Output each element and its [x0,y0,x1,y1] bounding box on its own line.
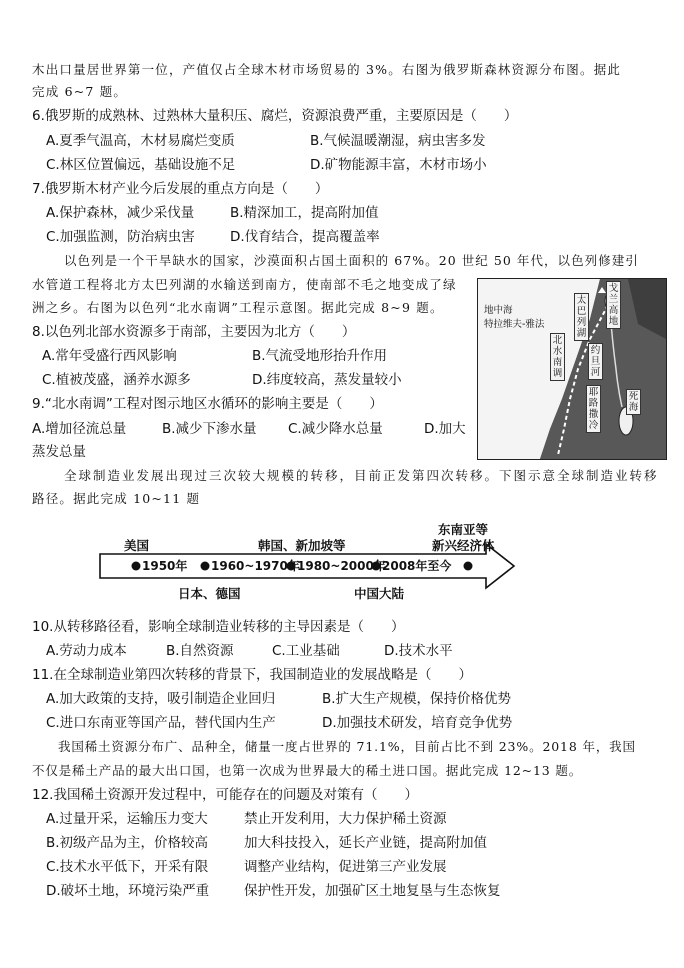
q8-option-a[interactable]: A.常年受盛行西风影响 [42,348,177,364]
map-label-deadsea: 死海 [626,389,641,415]
q6-stem: 6.俄罗斯的成熟林、过熟林大量积压、腐烂，资源浪费严重，主要原因是（ ） [32,108,518,124]
q7-option-c[interactable]: C.加强监测，防治病虫害 [46,229,195,245]
israel-water-map [477,278,667,460]
timeline-year-1: 1950年 [142,559,188,573]
timeline-dot-5 [464,562,473,571]
intro-line-2: 完成 6~7 题。 [32,84,128,99]
timeline-dot-1 [132,562,141,571]
q10-stem: 10.从转移路径看，影响全球制造业转移的主导因素是（ ） [32,619,405,635]
israel-passage-2: 水管道工程将北方太巴列湖的水输送到南方，使南部不毛之地变成了绿 [32,277,457,292]
intro-line-1: 木出口量居世界第一位，产值仅占全球木材市场贸易的 3%。右图为俄罗斯森林资源分布图。据此 [32,62,622,77]
q6-option-a[interactable]: A.夏季气温高，木材易腐烂变质 [46,133,235,149]
q12-option-c-problem[interactable]: C.技术水平低下，开采有限 [46,859,209,875]
timeline-label-korea: 韩国、新加坡等 [258,538,346,553]
q12-option-a-measure: 禁止开发利用，大力保护稀土资源 [244,811,447,827]
q11-option-b[interactable]: B.扩大生产规模，保持价格优势 [322,691,512,707]
map-label-lake: 太巴列湖 [574,293,589,341]
map-label-negev: 耶路撒冷 [586,385,601,433]
q12-option-b-problem[interactable]: B.初级产品为主，价格较高 [46,835,209,851]
q12-option-b-measure: 加大科技投入，延长产业链，提高附加值 [244,835,487,851]
q11-option-d[interactable]: D.加强技术研发，培育竞争优势 [322,715,513,731]
q12-option-d-problem[interactable]: D.破坏土地，环境污染严重 [46,883,210,899]
q12-option-a-problem[interactable]: A.过量开采，运输压力变大 [46,811,208,827]
map-label-sea: 地中海 [484,305,513,316]
q8-stem: 8.以色列北部水资源多于南部，主要因为北方（ ） [32,324,356,340]
q11-stem: 11.在全球制造业第四次转移的背景下，我国制造业的发展战略是（ ） [32,667,472,683]
q10-option-c[interactable]: C.工业基础 [272,643,340,659]
timeline-label-china: 中国大陆 [354,586,405,601]
q7-option-a[interactable]: A.保护森林，减少采伐量 [46,205,195,221]
map-label-canal: 北水南调 [550,333,565,381]
israel-passage-3: 洲之乡。右图为以色列“北水南调”工程示意图。据此完成 8~9 题。 [32,300,444,315]
israel-passage-1: 以色列是一个干旱缺水的国家，沙漠面积占国土面积的 67%。20 世纪 50 年代，以色列修建引 [64,253,639,268]
q6-option-d[interactable]: D.矿物能源丰富，木材市场小 [310,157,487,173]
q9-stem: 9.“北水南调”工程对图示地区水循环的影响主要是（ ） [32,396,383,412]
q7-option-d[interactable]: D.伐育结合，提高覆盖率 [230,229,380,245]
map-label-city: 特拉维夫-雅法 [484,319,545,330]
timeline-dot-2 [201,562,210,571]
q7-stem: 7.俄罗斯木材产业今后发展的重点方向是（ ） [32,181,329,197]
timeline-label-emerging: 新兴经济体 [432,538,495,553]
q12-stem: 12.我国稀土资源开发过程中，可能存在的问题及对策有（ ） [32,787,418,803]
mfg-passage-2: 路径。据此完成 10~11 题 [32,491,201,506]
timeline-year-3: 1980~2000年 [297,559,386,573]
q6-option-c[interactable]: C.林区位置偏远，基础设施不足 [46,157,236,173]
q8-option-c[interactable]: C.植被茂盛，涵养水源多 [42,372,191,388]
q9-option-b[interactable]: B.减少下渗水量 [162,421,257,437]
q9-option-a[interactable]: A.增加径流总量 [32,421,127,437]
q8-option-b[interactable]: B.气流受地形抬升作用 [252,348,388,364]
q9-option-c[interactable]: C.减少降水总量 [288,421,383,437]
rare-passage-1: 我国稀土资源分布广、品种全，储量一度占世界的 71.1%，目前占比不到 23%。2018 年，我国 [58,739,636,754]
q6-option-b[interactable]: B.气候温暖潮湿，病虫害多发 [310,133,486,149]
timeline-label-sea: 东南亚等 [438,522,489,537]
manufacturing-transfer-timeline [98,518,518,610]
map-label-golan: 戈兰高地 [606,281,621,329]
rare-passage-2: 不仅是稀土产品的最大出口国，也第一次成为世界最大的稀土进口国。据此完成 12~13 题。 [32,763,583,778]
map-label-jordan: 约旦河 [588,343,603,380]
q12-option-d-measure: 保护性开发，加强矿区土地复垦与生态恢复 [244,883,501,899]
timeline-label-japan: 日本、德国 [178,586,241,601]
timeline-label-usa: 美国 [124,538,150,553]
q10-option-d[interactable]: D.技术水平 [384,643,453,659]
q8-option-d[interactable]: D.纬度较高，蒸发量较小 [252,372,402,388]
q10-option-b[interactable]: B.自然资源 [166,643,234,659]
timeline-year-2: 1960~1970年 [211,559,300,573]
q11-option-a[interactable]: A.加大政策的支持，吸引制造企业回归 [46,691,276,707]
q10-option-a[interactable]: A.劳动力成本 [46,643,127,659]
q9-option-d-cont: 蒸发总量 [32,444,86,460]
q12-option-c-measure: 调整产业结构，促进第三产业发展 [244,859,447,875]
mfg-passage-1: 全球制造业发展出现过三次较大规模的转移，目前正发第四次转移。下图示意全球制造业转移 [64,468,659,483]
q9-option-d[interactable]: D.加大 [424,421,466,437]
q7-option-b[interactable]: B.精深加工，提高附加值 [230,205,379,221]
q11-option-c[interactable]: C.进口东南亚等国产品，替代国内生产 [46,715,276,731]
timeline-year-4: 2008年至今 [382,559,452,573]
